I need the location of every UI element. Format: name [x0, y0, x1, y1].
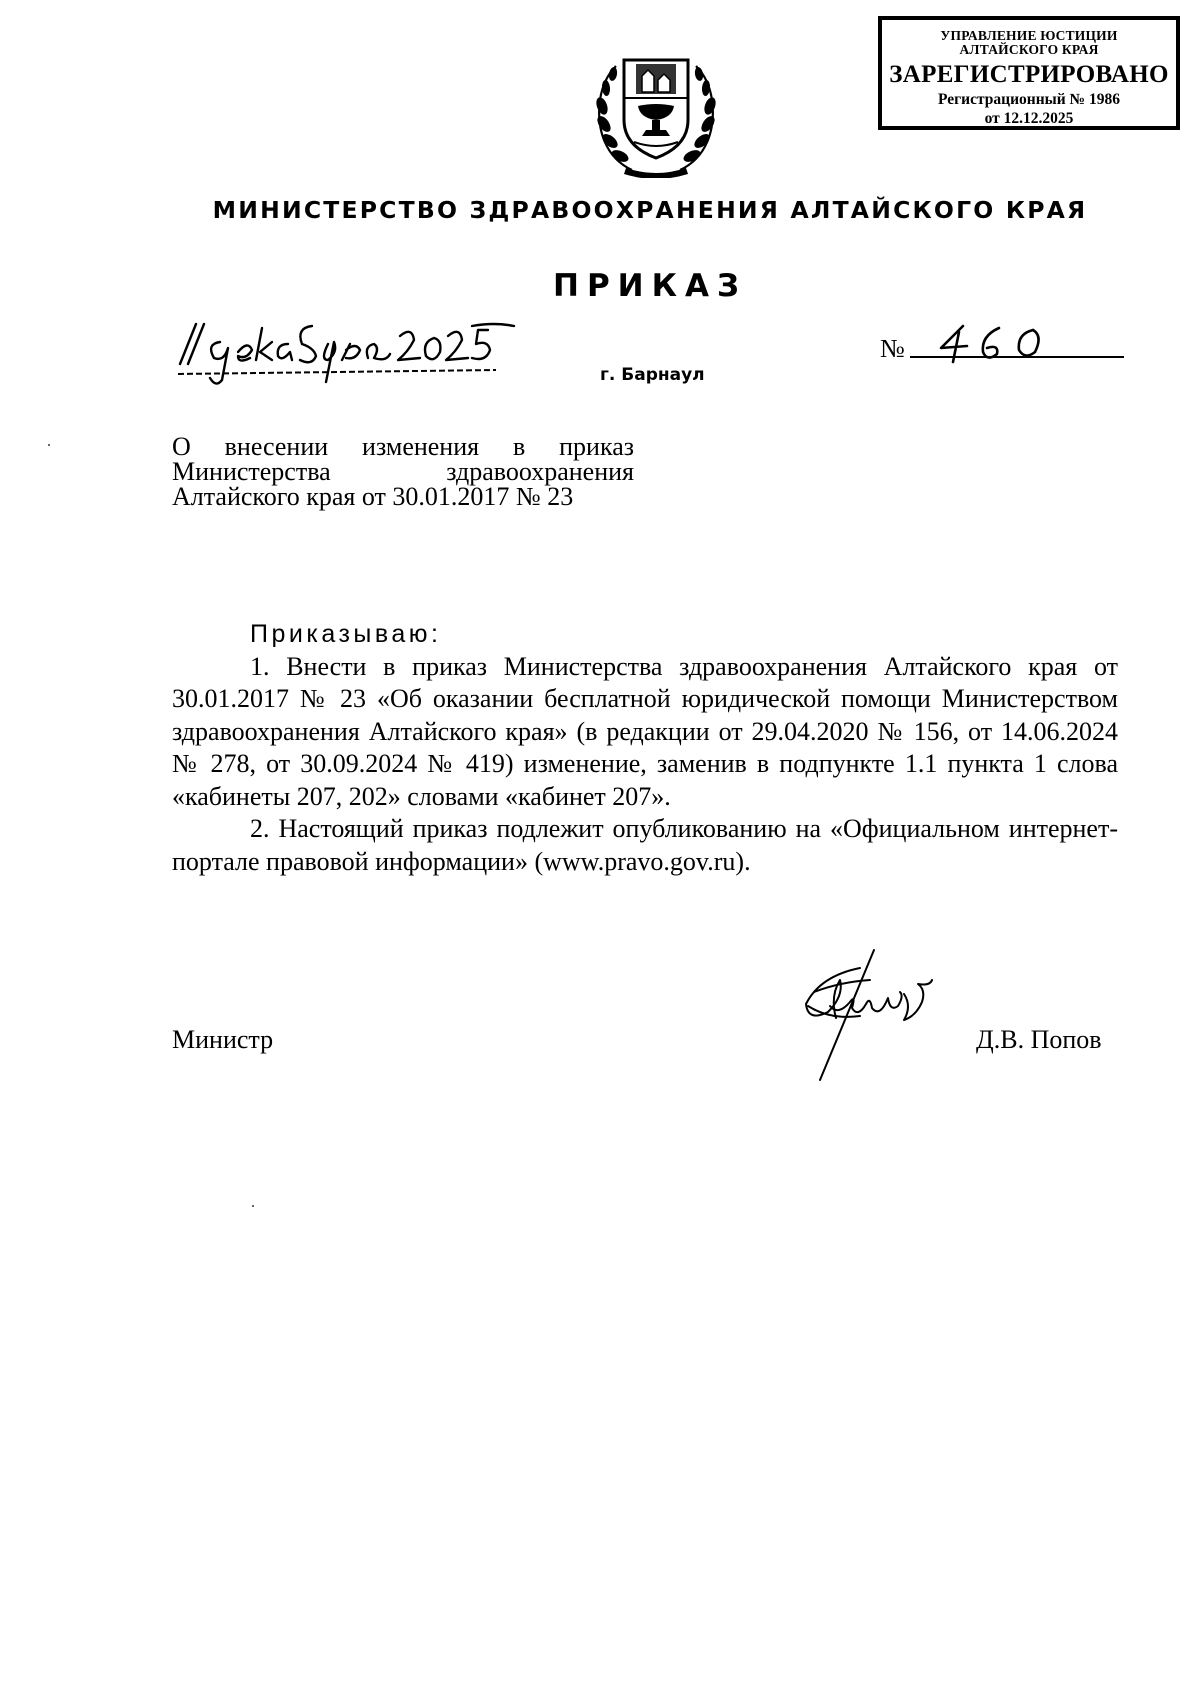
stamp-org-line2: АЛТАЙСКОГО КРАЯ: [959, 42, 1099, 57]
registration-stamp: [878, 16, 1180, 130]
subject-line-1: О внесении изменения в приказ: [172, 432, 634, 461]
stamp-reg-date: от 12.12.2025: [984, 110, 1074, 127]
scan-speck: [48, 444, 50, 446]
ministry-name: МИНИСТЕРСТВО ЗДРАВООХРАНЕНИЯ АЛТАЙСКОГО КРАЯ: [212, 196, 1088, 224]
order-item-2: 2. Настоящий приказ подлежит опубликованию на «Официальном интернет-портале правовой информации» (www.pravo.gov.ru).: [172, 814, 1118, 876]
scan-speck: [252, 1205, 254, 1207]
coat-of-arms-emblem: [592, 46, 720, 178]
order-body: [172, 618, 1118, 878]
subject-line-3: Алтайского края от 30.01.2017 № 23: [172, 482, 574, 511]
stamp-organization: [882, 29, 1176, 57]
orders-word: Приказываю:: [250, 620, 442, 648]
number-label: №: [880, 334, 905, 363]
handwritten-number: [935, 322, 1075, 366]
order-subject: [172, 434, 634, 509]
stamp-org-line1: УПРАВЛЕНИЕ ЮСТИЦИИ: [940, 28, 1118, 43]
document-type-title: ПРИКАЗ: [553, 268, 747, 304]
city-label: г. Барнаул: [600, 365, 705, 385]
handwritten-date: [176, 318, 516, 390]
handwritten-signature: [800, 946, 950, 1082]
stamp-status: ЗАРЕГИСТРИРОВАНО: [889, 61, 1169, 88]
stamp-reg-number: Регистрационный № 1986: [938, 91, 1120, 108]
order-item-1: 1. Внести в приказ Министерства здравоохранения Алтайского края от 30.01.2017 № 23 «Об оказании бесплатной юридической помощи Министерством здравоохранения Алтайского края» (в редакции от 29.04.2020 № 156, от 14.06.2024 № 278, от 30.09.2024 № 419) изменение, заменив в подпункте 1.1 пункта 1 слова «кабинеты 207, 202» словами «кабинет 207».: [172, 651, 1118, 811]
signatory-title: Министр: [172, 1025, 274, 1054]
subject-line-2: Министерства здравоохранения: [172, 457, 634, 486]
signatory-name: Д.В. Попов: [976, 1025, 1102, 1054]
